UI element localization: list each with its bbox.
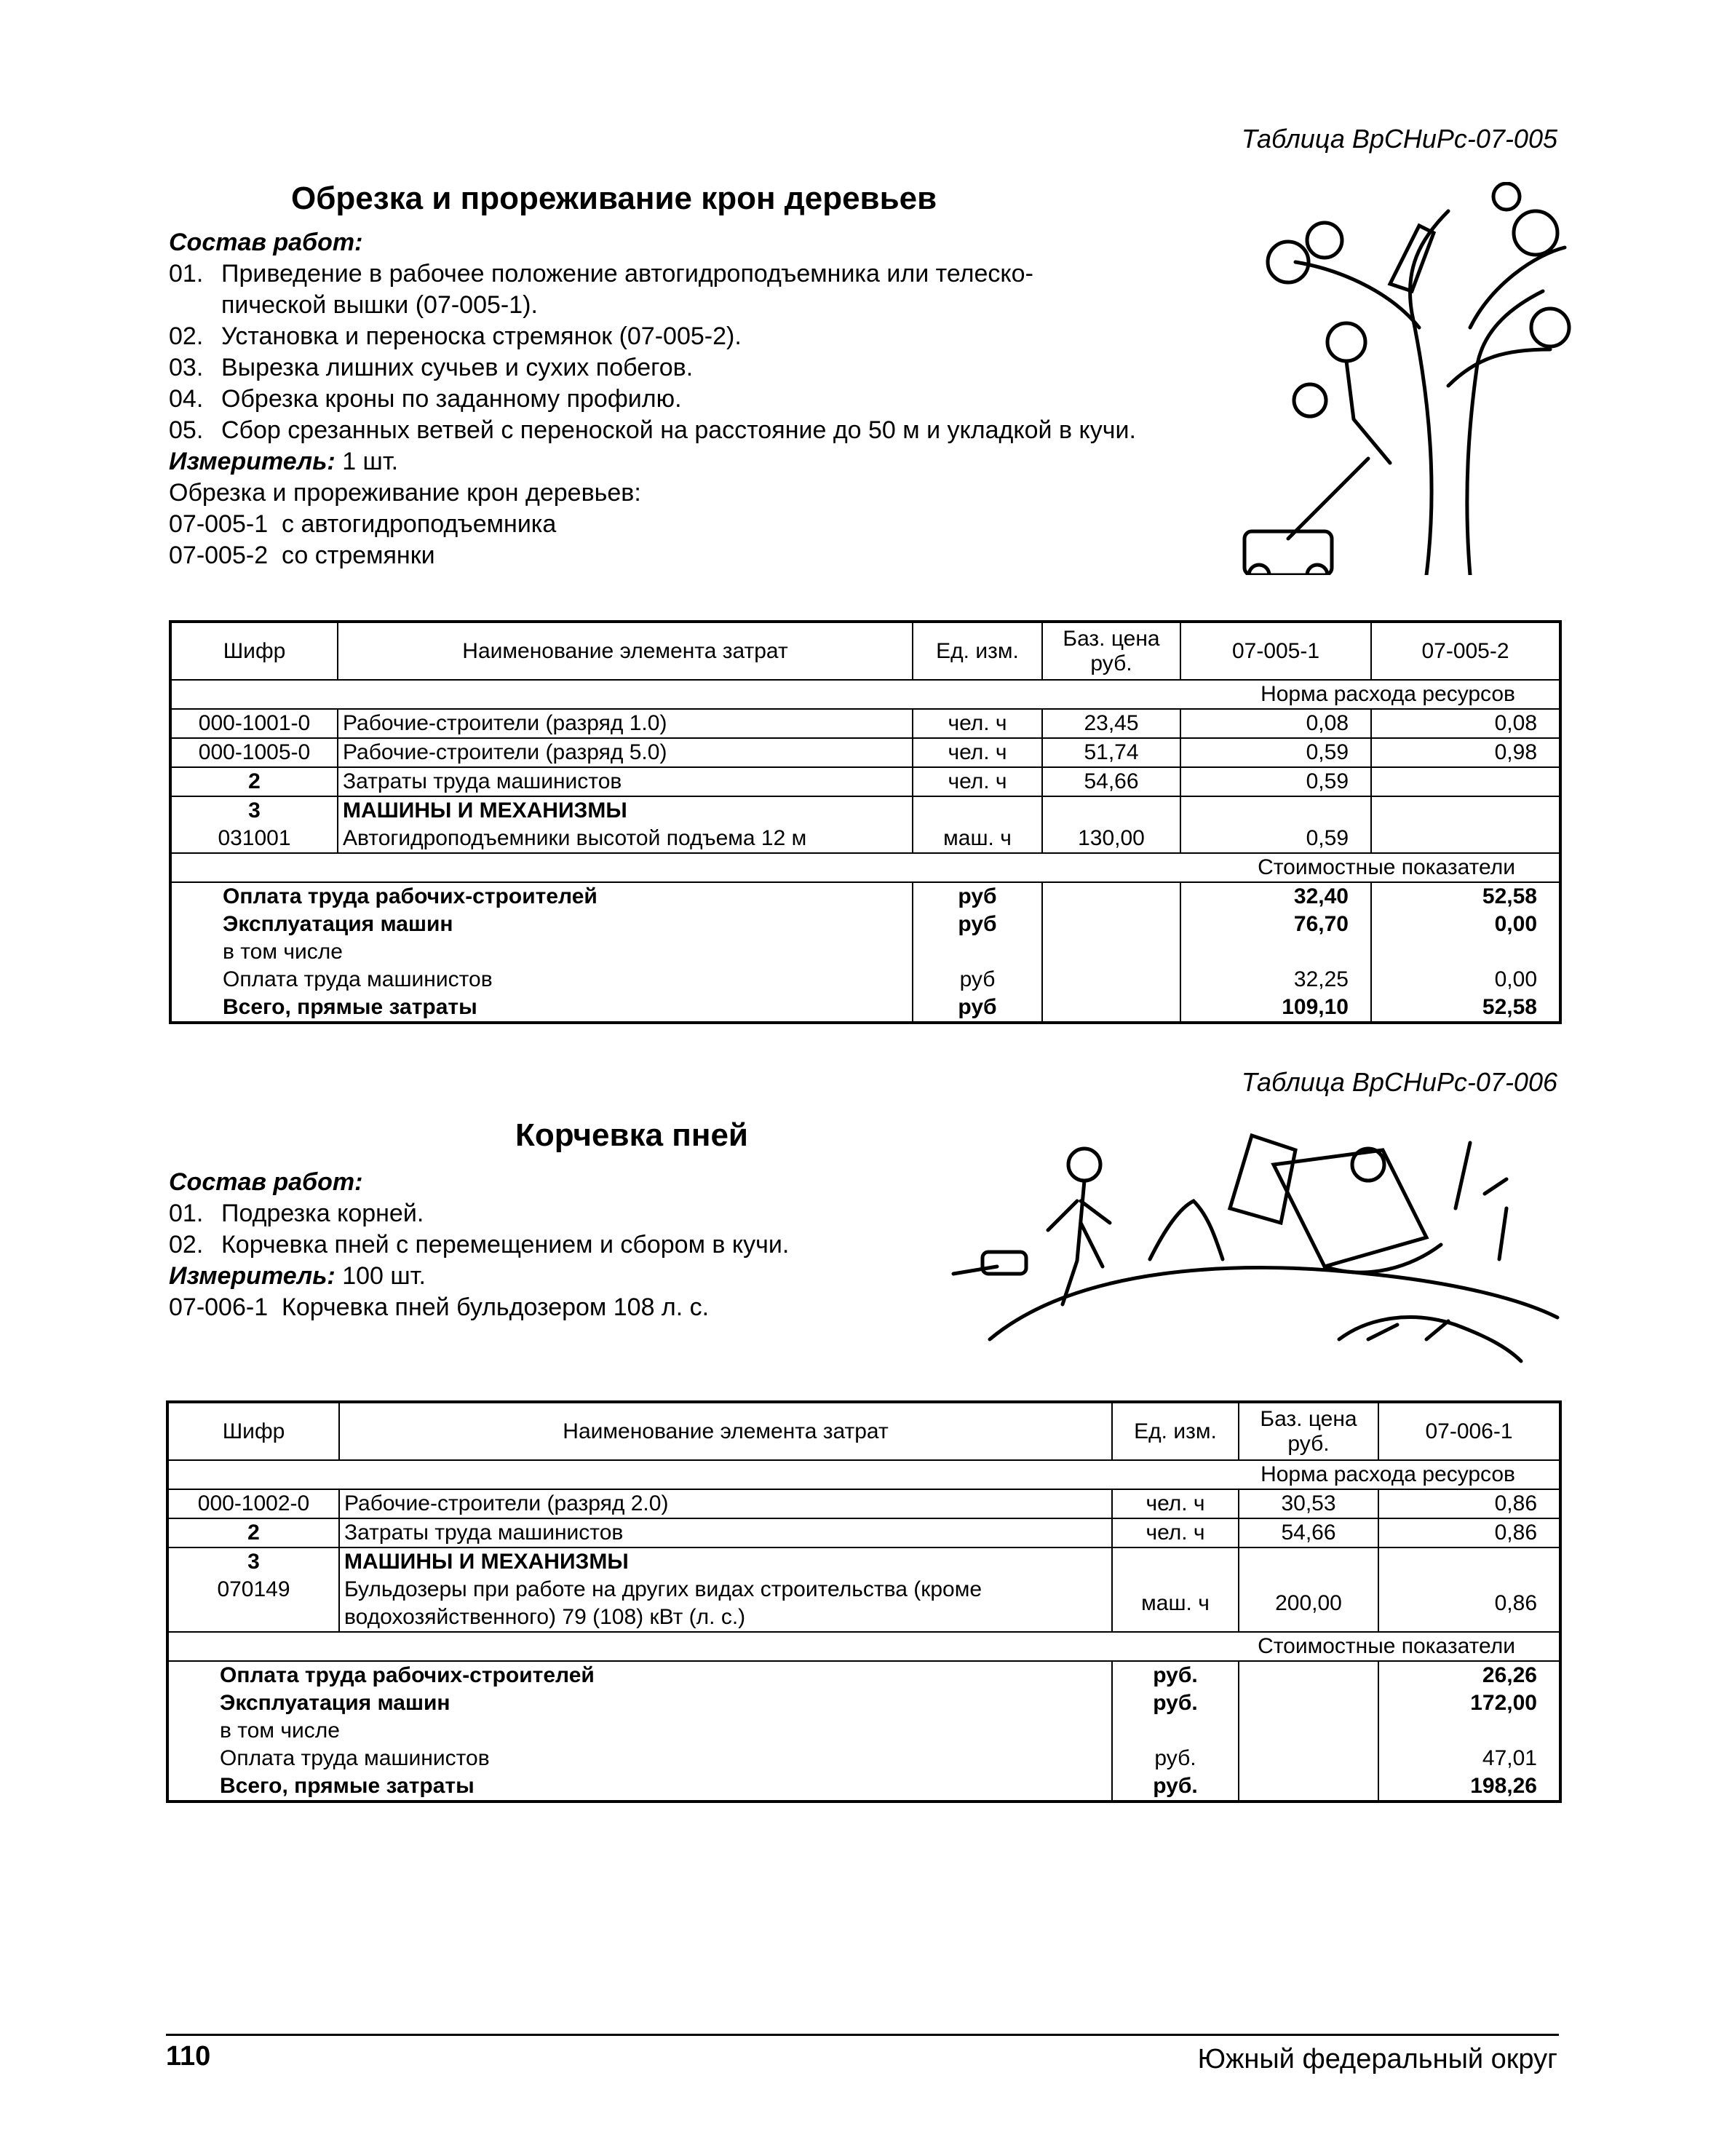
cost-row: в том числе [167, 1717, 1560, 1745]
description: Обрезка и прореживание крон деревьев: [169, 479, 641, 507]
cost-row: Оплата труда рабочих-строителей руб. 26,26 [167, 1661, 1560, 1689]
cost-row: Оплата труда рабочих-строителей руб 32,40 52,58 [170, 882, 1560, 911]
cost-row: Эксплуатация машин руб 76,70 0,00 [170, 911, 1560, 938]
list-item: 01. Подрезка корней. [169, 1200, 424, 1227]
bulldozer-stump-illustration [932, 1121, 1565, 1368]
table-caption: Таблица ВрСНиРс-07-006 [1241, 1067, 1557, 1097]
table-row: 070149 Бульдозеры при работе на других видах строительства (кроме водохозяйственного) 79 (108) кВт (л. с.) маш. ч 200,00 0,86 [167, 1576, 1560, 1632]
cost-subheader-row [170, 853, 1560, 882]
header-col-2: 07-005-2 [1371, 622, 1560, 680]
header-unit: Ед. изм. [913, 622, 1042, 680]
cost-row: Всего, прямые затраты руб. 198,26 [167, 1772, 1560, 1802]
header-code: Шифр [170, 622, 338, 680]
table-row: 3 МАШИНЫ И МЕХАНИЗМЫ [167, 1547, 1560, 1576]
norm-subheader-row [167, 1460, 1560, 1489]
list-item: 02. Корчевка пней с перемещением и сбором в кучи. [169, 1231, 790, 1259]
page-number: 110 [166, 2041, 211, 2072]
cost-row: в том числе [170, 938, 1560, 966]
cost-label: Стоимостные показатели [170, 853, 1560, 882]
header-name: Наименование элемента затрат [339, 1402, 1112, 1460]
meter: Измеритель: 100 шт. [169, 1262, 426, 1290]
table-caption: Таблица ВрСНиРс-07-005 [1241, 124, 1557, 154]
table-row: 2 Затраты труда машинистов чел. ч 54,66 0,86 [167, 1518, 1560, 1547]
cost-label: Стоимостные показатели [167, 1632, 1560, 1661]
section-title: Корчевка пней [515, 1117, 748, 1153]
table-row: 000-1005-0 Рабочие-строители (разряд 5.0) чел. ч 51,74 0,59 0,98 [170, 738, 1560, 767]
resource-table-07-006 [166, 1400, 1562, 1803]
norm-label: Норма расхода ресурсов [167, 1460, 1560, 1489]
composition-label: Состав работ: [169, 229, 363, 256]
work-composition [169, 227, 1137, 571]
header-col-1: 07-006-1 [1378, 1402, 1560, 1460]
region-name: Южный федеральный округ [1197, 2044, 1557, 2074]
variant: 07-005-2 со стремянки [169, 542, 435, 569]
table-header-row [167, 1402, 1560, 1460]
norm-label: Норма расхода ресурсов [170, 680, 1560, 709]
norm-subheader-row [170, 680, 1560, 709]
table-row: 000-1001-0 Рабочие-строители (разряд 1.0) чел. ч 23,45 0,08 0,08 [170, 709, 1560, 738]
list-item: 03. Вырезка лишних сучьев и сухих побегов. [169, 354, 694, 381]
cost-row: Эксплуатация машин руб. 172,00 [167, 1689, 1560, 1717]
table-row: 000-1002-0 Рабочие-строители (разряд 2.0) чел. ч 30,53 0,86 [167, 1489, 1560, 1518]
cost-row: Оплата труда машинистов руб 32,25 0,00 [170, 966, 1560, 994]
list-item: 02. Установка и переноска стремянок (07-005-2). [169, 322, 742, 350]
cost-subheader-row [167, 1632, 1560, 1661]
list-item: 01. Приведение в рабочее положение автогидроподъемника или телеско-пической вышки (07-005-1). [169, 260, 1033, 319]
table-row: 3 МАШИНЫ И МЕХАНИЗМЫ [170, 796, 1560, 825]
composition-label: Состав работ: [169, 1168, 363, 1196]
header-col-1: 07-005-1 [1180, 622, 1371, 680]
cost-row: Всего, прямые затраты руб 109,10 52,58 [170, 994, 1560, 1023]
header-price: Баз. цена руб. [1239, 1402, 1378, 1460]
header-code: Шифр [167, 1402, 339, 1460]
table-header-row [170, 622, 1560, 680]
table-row: 2 Затраты труда машинистов чел. ч 54,66 0,59 [170, 767, 1560, 796]
work-composition [169, 1167, 940, 1323]
variant: 07-006-1 Корчевка пней бульдозером 108 л. с. [169, 1293, 710, 1321]
footer-divider [166, 2034, 1559, 2036]
header-name: Наименование элемента затрат [338, 622, 913, 680]
variant: 07-005-1 с автогидроподъемника [169, 510, 557, 538]
table-row: 031001 Автогидроподъемники высотой подъема 12 м маш. ч 130,00 0,59 [170, 825, 1560, 853]
header-unit: Ед. изм. [1112, 1402, 1239, 1460]
cost-row: Оплата труда машинистов руб. 47,01 [167, 1745, 1560, 1772]
header-price: Баз. цена руб. [1042, 622, 1180, 680]
meter: Измеритель: 1 шт. [169, 448, 399, 475]
section-title: Обрезка и прореживание крон деревьев [291, 181, 937, 216]
list-item: 05. Сбор срезанных ветвей с переноской на расстояние до 50 м и укладкой в кучи. [169, 416, 1136, 444]
resource-table-07-005 [169, 620, 1562, 1024]
tree-pruning-illustration [1230, 182, 1572, 575]
list-item: 04. Обрезка кроны по заданному профилю. [169, 385, 682, 413]
